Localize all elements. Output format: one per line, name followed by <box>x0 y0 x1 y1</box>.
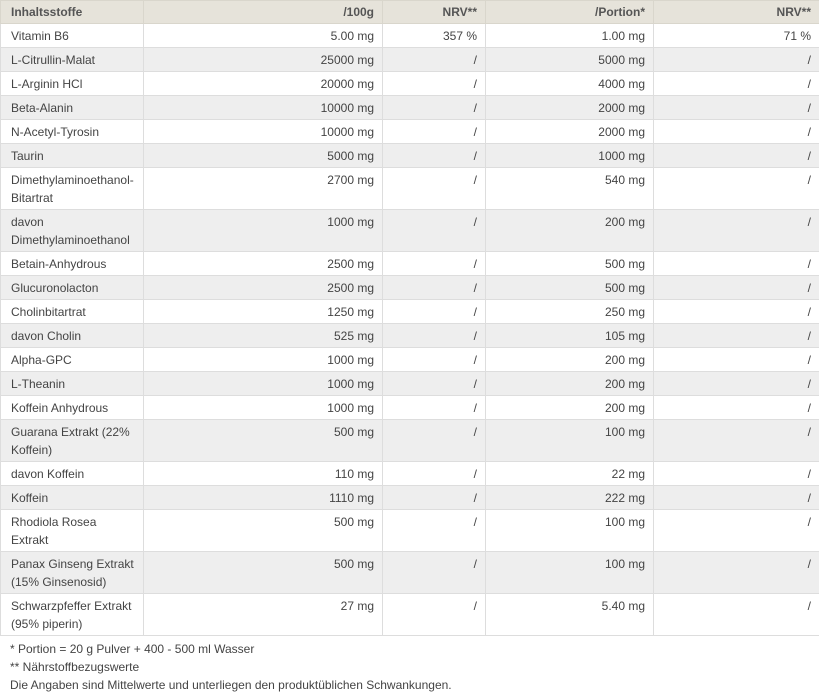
nrv-per-100g: / <box>383 594 486 636</box>
ingredient-name: Vitamin B6 <box>1 24 144 48</box>
footnotes <box>0 636 819 694</box>
ingredient-name: Dimethylaminoethanol-Bitartrat <box>1 168 144 210</box>
table-row <box>1 462 819 486</box>
ingredient-name: Guarana Extrakt (22% Koffein) <box>1 420 144 462</box>
header-ingredients: Inhaltsstoffe <box>1 1 144 24</box>
ingredient-name: davon Dimethylaminoethanol <box>1 210 144 252</box>
ingredient-name: Alpha-GPC <box>1 348 144 372</box>
table-row <box>1 252 819 276</box>
amount-per-portion: 100 mg <box>486 420 654 462</box>
nrv-per-portion: / <box>654 300 819 324</box>
nrv-per-100g: / <box>383 300 486 324</box>
nrv-per-portion: / <box>654 276 819 300</box>
ingredient-name: L-Theanin <box>1 372 144 396</box>
amount-per-portion: 100 mg <box>486 552 654 594</box>
ingredient-name: davon Koffein <box>1 462 144 486</box>
nrv-per-100g: / <box>383 552 486 594</box>
amount-per-100g: 500 mg <box>144 510 383 552</box>
nrv-per-100g: 357 % <box>383 24 486 48</box>
nrv-per-100g: / <box>383 324 486 348</box>
amount-per-portion: 200 mg <box>486 372 654 396</box>
table-row <box>1 594 819 636</box>
nrv-per-portion: / <box>654 462 819 486</box>
ingredient-name: Panax Ginseng Extrakt (15% Ginsenosid) <box>1 552 144 594</box>
amount-per-portion: 200 mg <box>486 396 654 420</box>
nrv-per-100g: / <box>383 486 486 510</box>
amount-per-100g: 1000 mg <box>144 396 383 420</box>
header-nrv-portion: NRV** <box>654 1 819 24</box>
amount-per-100g: 10000 mg <box>144 120 383 144</box>
footnote-nrv: ** Nährstoffbezugswerte <box>10 658 819 676</box>
nrv-per-portion: / <box>654 96 819 120</box>
footnote-portion: * Portion = 20 g Pulver + 400 - 500 ml Wasser <box>10 640 819 658</box>
nrv-per-portion: / <box>654 594 819 636</box>
ingredient-name: L-Arginin HCl <box>1 72 144 96</box>
ingredient-name: Beta-Alanin <box>1 96 144 120</box>
table-row <box>1 552 819 594</box>
amount-per-100g: 500 mg <box>144 552 383 594</box>
nrv-per-100g: / <box>383 348 486 372</box>
footnote-disclaimer: Die Angaben sind Mittelwerte und unterliegen den produktüblichen Schwankungen. <box>10 676 819 694</box>
amount-per-portion: 100 mg <box>486 510 654 552</box>
nrv-per-100g: / <box>383 96 486 120</box>
amount-per-100g: 1000 mg <box>144 348 383 372</box>
table-row <box>1 276 819 300</box>
amount-per-100g: 2500 mg <box>144 252 383 276</box>
amount-per-portion: 105 mg <box>486 324 654 348</box>
amount-per-100g: 110 mg <box>144 462 383 486</box>
nrv-per-100g: / <box>383 420 486 462</box>
ingredient-name: Taurin <box>1 144 144 168</box>
table-header-row <box>1 1 819 24</box>
table-row <box>1 324 819 348</box>
amount-per-100g: 1110 mg <box>144 486 383 510</box>
amount-per-100g: 1250 mg <box>144 300 383 324</box>
nrv-per-portion: / <box>654 72 819 96</box>
amount-per-portion: 500 mg <box>486 252 654 276</box>
nrv-per-portion: / <box>654 396 819 420</box>
table-row <box>1 24 819 48</box>
nrv-per-portion: / <box>654 552 819 594</box>
amount-per-portion: 5000 mg <box>486 48 654 72</box>
ingredient-name: N-Acetyl-Tyrosin <box>1 120 144 144</box>
nrv-per-100g: / <box>383 252 486 276</box>
amount-per-100g: 20000 mg <box>144 72 383 96</box>
table-row <box>1 510 819 552</box>
nrv-per-portion: / <box>654 252 819 276</box>
nrv-per-100g: / <box>383 168 486 210</box>
table-row <box>1 348 819 372</box>
amount-per-portion: 2000 mg <box>486 120 654 144</box>
table-row <box>1 168 819 210</box>
table-row <box>1 486 819 510</box>
nrv-per-100g: / <box>383 144 486 168</box>
header-nrv-100g: NRV** <box>383 1 486 24</box>
table-row <box>1 96 819 120</box>
nrv-per-100g: / <box>383 462 486 486</box>
amount-per-portion: 200 mg <box>486 210 654 252</box>
table-row <box>1 144 819 168</box>
ingredient-name: L-Citrullin-Malat <box>1 48 144 72</box>
amount-per-portion: 540 mg <box>486 168 654 210</box>
nrv-per-100g: / <box>383 510 486 552</box>
nrv-per-100g: / <box>383 72 486 96</box>
table-body <box>1 24 819 636</box>
nrv-per-100g: / <box>383 48 486 72</box>
nrv-per-portion: / <box>654 420 819 462</box>
amount-per-100g: 5.00 mg <box>144 24 383 48</box>
nrv-per-portion: / <box>654 324 819 348</box>
amount-per-portion: 200 mg <box>486 348 654 372</box>
nrv-per-portion: / <box>654 210 819 252</box>
table-row <box>1 120 819 144</box>
nrv-per-portion: / <box>654 348 819 372</box>
amount-per-100g: 2700 mg <box>144 168 383 210</box>
nrv-per-portion: / <box>654 144 819 168</box>
amount-per-portion: 4000 mg <box>486 72 654 96</box>
header-per-100g: /100g <box>144 1 383 24</box>
amount-per-portion: 222 mg <box>486 486 654 510</box>
ingredient-name: Koffein <box>1 486 144 510</box>
amount-per-100g: 500 mg <box>144 420 383 462</box>
amount-per-portion: 1000 mg <box>486 144 654 168</box>
nrv-per-portion: / <box>654 372 819 396</box>
nrv-per-100g: / <box>383 120 486 144</box>
nrv-per-100g: / <box>383 396 486 420</box>
amount-per-100g: 2500 mg <box>144 276 383 300</box>
amount-per-portion: 2000 mg <box>486 96 654 120</box>
table-row <box>1 210 819 252</box>
table-row <box>1 372 819 396</box>
header-per-portion: /Portion* <box>486 1 654 24</box>
ingredient-name: Schwarzpfeffer Extrakt (95% piperin) <box>1 594 144 636</box>
ingredient-name: Rhodiola Rosea Extrakt <box>1 510 144 552</box>
nrv-per-portion: / <box>654 510 819 552</box>
amount-per-portion: 250 mg <box>486 300 654 324</box>
amount-per-100g: 5000 mg <box>144 144 383 168</box>
table-row <box>1 396 819 420</box>
amount-per-100g: 10000 mg <box>144 96 383 120</box>
amount-per-portion: 5.40 mg <box>486 594 654 636</box>
amount-per-100g: 25000 mg <box>144 48 383 72</box>
table-row <box>1 48 819 72</box>
nrv-per-portion: 71 % <box>654 24 819 48</box>
nrv-per-100g: / <box>383 276 486 300</box>
amount-per-100g: 1000 mg <box>144 372 383 396</box>
nrv-per-100g: / <box>383 372 486 396</box>
amount-per-100g: 1000 mg <box>144 210 383 252</box>
amount-per-100g: 27 mg <box>144 594 383 636</box>
table-row <box>1 72 819 96</box>
nrv-per-portion: / <box>654 48 819 72</box>
ingredient-name: Koffein Anhydrous <box>1 396 144 420</box>
ingredient-name: Cholinbitartrat <box>1 300 144 324</box>
table-row <box>1 300 819 324</box>
amount-per-portion: 1.00 mg <box>486 24 654 48</box>
amount-per-portion: 22 mg <box>486 462 654 486</box>
nrv-per-portion: / <box>654 168 819 210</box>
ingredient-name: davon Cholin <box>1 324 144 348</box>
amount-per-portion: 500 mg <box>486 276 654 300</box>
ingredient-name: Glucuronolacton <box>1 276 144 300</box>
ingredient-name: Betain-Anhydrous <box>1 252 144 276</box>
nrv-per-portion: / <box>654 486 819 510</box>
table-row <box>1 420 819 462</box>
amount-per-100g: 525 mg <box>144 324 383 348</box>
nrv-per-100g: / <box>383 210 486 252</box>
nrv-per-portion: / <box>654 120 819 144</box>
